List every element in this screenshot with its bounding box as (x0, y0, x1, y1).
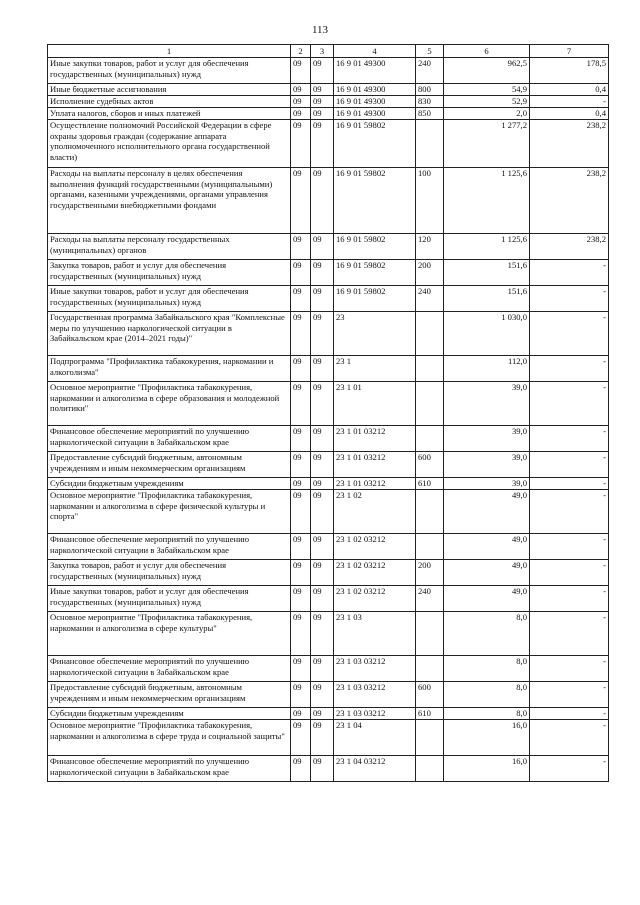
row-amount-cell: 962,5 (444, 58, 530, 84)
table-body (48, 58, 609, 782)
row-amount-cell: - (530, 426, 609, 452)
column-header: 5 (416, 45, 444, 58)
row-code-cell: 09 (291, 534, 311, 560)
row-type-code-cell (416, 120, 444, 168)
row-code-cell: 09 (311, 490, 334, 534)
row-type-code-cell: 200 (416, 560, 444, 586)
table-row (48, 234, 609, 260)
row-name-cell: Финансовое обеспечение мероприятий по улучшению наркологической ситуации в Забайкальском крае (48, 426, 291, 452)
row-name-cell: Иные закупки товаров, работ и услуг для обеспечения государственных (муниципальных) нужд (48, 586, 291, 612)
row-type-code-cell: 100 (416, 168, 444, 234)
row-target-code-cell: 16 9 01 49300 (334, 108, 416, 120)
row-amount-cell: 8,0 (444, 682, 530, 708)
row-amount-cell: 151,6 (444, 286, 530, 312)
row-name-cell: Основное мероприятие "Профилактика табакокурения, наркомании и алкоголизма в сфере физической культуры и спорта" (48, 490, 291, 534)
row-code-cell: 09 (311, 612, 334, 656)
row-type-code-cell: 200 (416, 260, 444, 286)
row-code-cell: 09 (291, 234, 311, 260)
row-code-cell: 09 (311, 260, 334, 286)
row-code-cell: 09 (291, 756, 311, 782)
row-amount-cell: 39,0 (444, 382, 530, 426)
row-name-cell: Исполнение судебных актов (48, 96, 291, 108)
row-amount-cell: 8,0 (444, 612, 530, 656)
page-number: 113 (311, 24, 329, 36)
row-name-cell: Иные закупки товаров, работ и услуг для обеспечения государственных (муниципальных) нужд (48, 58, 291, 84)
row-type-code-cell: 610 (416, 478, 444, 490)
row-amount-cell: 112,0 (444, 356, 530, 382)
row-amount-cell: 8,0 (444, 708, 530, 720)
row-target-code-cell: 23 1 01 03212 (334, 478, 416, 490)
row-code-cell: 09 (291, 356, 311, 382)
row-amount-cell: - (530, 756, 609, 782)
row-type-code-cell (416, 756, 444, 782)
row-code-cell: 09 (291, 656, 311, 682)
table-row (48, 58, 609, 84)
row-name-cell: Финансовое обеспечение мероприятий по улучшению наркологической ситуации в Забайкальском крае (48, 656, 291, 682)
row-amount-cell: 16,0 (444, 756, 530, 782)
row-code-cell: 09 (311, 560, 334, 586)
row-code-cell: 09 (311, 682, 334, 708)
table-row (48, 656, 609, 682)
row-target-code-cell: 16 9 01 59802 (334, 286, 416, 312)
row-amount-cell: - (530, 260, 609, 286)
row-name-cell: Осуществление полномочий Российской Федерации в сфере охраны здоровья граждан (содержание аппарата уполномоченного исполнительного органа государственной власти) (48, 120, 291, 168)
row-amount-cell: 49,0 (444, 586, 530, 612)
row-amount-cell: 1 030,0 (444, 312, 530, 356)
row-amount-cell: 1 125,6 (444, 234, 530, 260)
row-type-code-cell (416, 656, 444, 682)
row-amount-cell: 52,9 (444, 96, 530, 108)
row-code-cell: 09 (291, 168, 311, 234)
table-row (48, 478, 609, 490)
row-name-cell: Финансовое обеспечение мероприятий по улучшению наркологической ситуации в Забайкальском крае (48, 534, 291, 560)
row-type-code-cell (416, 356, 444, 382)
table-row (48, 168, 609, 234)
row-name-cell: Государственная программа Забайкальского края "Комплексные меры по улучшению наркологической ситуации в Забайкальском крае (2014–2021 годы)" (48, 312, 291, 356)
row-name-cell: Предоставление субсидий бюджетным, автономным учреждениям и иным некоммерческим организациям (48, 682, 291, 708)
row-type-code-cell: 600 (416, 682, 444, 708)
table-row (48, 490, 609, 534)
row-target-code-cell: 23 1 03 03212 (334, 682, 416, 708)
row-type-code-cell: 120 (416, 234, 444, 260)
row-amount-cell: - (530, 682, 609, 708)
table-row (48, 286, 609, 312)
row-target-code-cell: 16 9 01 59802 (334, 260, 416, 286)
row-type-code-cell (416, 612, 444, 656)
table-row (48, 612, 609, 656)
table-row (48, 586, 609, 612)
row-amount-cell: 238,2 (530, 168, 609, 234)
row-name-cell: Субсидии бюджетным учреждениям (48, 478, 291, 490)
row-target-code-cell: 23 1 03 03212 (334, 708, 416, 720)
row-code-cell: 09 (311, 234, 334, 260)
row-amount-cell: 49,0 (444, 490, 530, 534)
row-code-cell: 09 (291, 612, 311, 656)
row-code-cell: 09 (291, 84, 311, 96)
row-amount-cell: - (530, 286, 609, 312)
table-row (48, 382, 609, 426)
row-amount-cell: 16,0 (444, 720, 530, 756)
row-code-cell: 09 (291, 560, 311, 586)
row-type-code-cell (416, 534, 444, 560)
row-type-code-cell: 600 (416, 452, 444, 478)
table-row (48, 108, 609, 120)
row-amount-cell: 151,6 (444, 260, 530, 286)
column-header: 6 (444, 45, 530, 58)
row-target-code-cell: 23 1 03 03212 (334, 656, 416, 682)
row-code-cell: 09 (311, 84, 334, 96)
row-amount-cell: 0,4 (530, 108, 609, 120)
row-code-cell: 09 (291, 120, 311, 168)
row-target-code-cell: 16 9 01 59802 (334, 120, 416, 168)
row-target-code-cell: 23 1 01 03212 (334, 426, 416, 452)
row-code-cell: 09 (311, 478, 334, 490)
row-amount-cell: 39,0 (444, 426, 530, 452)
row-code-cell: 09 (291, 286, 311, 312)
row-amount-cell: 178,5 (530, 58, 609, 84)
row-amount-cell: - (530, 356, 609, 382)
row-name-cell: Основное мероприятие "Профилактика табакокурения, наркомании и алкоголизма в сфере культуры" (48, 612, 291, 656)
row-code-cell: 09 (311, 708, 334, 720)
row-code-cell: 09 (291, 312, 311, 356)
row-name-cell: Расходы на выплаты персоналу в целях обеспечения выполнения функций государственными (муниципальными) органами, казенными учреждениями, органами управления государственными внебюджетными фондами (48, 168, 291, 234)
table-row (48, 682, 609, 708)
row-code-cell: 09 (311, 534, 334, 560)
row-target-code-cell: 23 1 01 (334, 382, 416, 426)
row-amount-cell: 0,4 (530, 84, 609, 96)
row-name-cell: Закупка товаров, работ и услуг для обеспечения государственных (муниципальных) нужд (48, 260, 291, 286)
row-type-code-cell: 800 (416, 84, 444, 96)
row-name-cell: Основное мероприятие "Профилактика табакокурения, наркомании и алкоголизма в сфере образования и молодежной политики" (48, 382, 291, 426)
row-name-cell: Закупка товаров, работ и услуг для обеспечения государственных (муниципальных) нужд (48, 560, 291, 586)
row-amount-cell: 49,0 (444, 560, 530, 586)
table-row (48, 312, 609, 356)
row-name-cell: Расходы на выплаты персоналу государственных (муниципальных) органов (48, 234, 291, 260)
row-name-cell: Предоставление субсидий бюджетным, автономным учреждениям и иным некоммерческим организациям (48, 452, 291, 478)
row-amount-cell: 1 125,6 (444, 168, 530, 234)
row-amount-cell: - (530, 452, 609, 478)
row-amount-cell: 2,0 (444, 108, 530, 120)
row-amount-cell: - (530, 708, 609, 720)
row-code-cell: 09 (291, 720, 311, 756)
row-target-code-cell: 23 (334, 312, 416, 356)
row-code-cell: 09 (291, 708, 311, 720)
row-type-code-cell: 830 (416, 96, 444, 108)
row-code-cell: 09 (311, 656, 334, 682)
row-target-code-cell: 23 1 04 (334, 720, 416, 756)
row-type-code-cell (416, 382, 444, 426)
table-row (48, 96, 609, 108)
row-code-cell: 09 (311, 382, 334, 426)
table-row (48, 560, 609, 586)
row-amount-cell: 39,0 (444, 478, 530, 490)
column-header: 7 (530, 45, 609, 58)
row-type-code-cell: 240 (416, 586, 444, 612)
table-header-row (48, 45, 609, 58)
row-name-cell: Финансовое обеспечение мероприятий по улучшению наркологической ситуации в Забайкальском крае (48, 756, 291, 782)
table-row (48, 356, 609, 382)
column-header: 2 (291, 45, 311, 58)
row-target-code-cell: 23 1 04 03212 (334, 756, 416, 782)
row-code-cell: 09 (291, 426, 311, 452)
row-name-cell: Подпрограмма "Профилактика табакокурения, наркомании и алкоголизма" (48, 356, 291, 382)
row-code-cell: 09 (311, 720, 334, 756)
row-code-cell: 09 (291, 108, 311, 120)
row-amount-cell: 39,0 (444, 452, 530, 478)
row-name-cell: Иные закупки товаров, работ и услуг для обеспечения государственных (муниципальных) нужд (48, 286, 291, 312)
row-code-cell: 09 (311, 586, 334, 612)
row-code-cell: 09 (291, 452, 311, 478)
row-code-cell: 09 (311, 312, 334, 356)
column-header: 4 (334, 45, 416, 58)
row-code-cell: 09 (291, 96, 311, 108)
row-amount-cell: 54,9 (444, 84, 530, 96)
row-target-code-cell: 23 1 02 03212 (334, 586, 416, 612)
table-row (48, 426, 609, 452)
row-name-cell: Субсидии бюджетным учреждениям (48, 708, 291, 720)
row-code-cell: 09 (311, 96, 334, 108)
row-amount-cell: - (530, 490, 609, 534)
row-target-code-cell: 16 9 01 59802 (334, 234, 416, 260)
row-code-cell: 09 (311, 452, 334, 478)
table-row (48, 756, 609, 782)
row-code-cell: 09 (311, 756, 334, 782)
row-code-cell: 09 (311, 356, 334, 382)
budget-table (47, 44, 609, 782)
row-type-code-cell (416, 426, 444, 452)
row-type-code-cell: 240 (416, 58, 444, 84)
row-amount-cell: - (530, 612, 609, 656)
row-target-code-cell: 23 1 (334, 356, 416, 382)
row-amount-cell: - (530, 656, 609, 682)
table-row (48, 260, 609, 286)
row-target-code-cell: 23 1 03 (334, 612, 416, 656)
row-code-cell: 09 (311, 58, 334, 84)
row-code-cell: 09 (311, 168, 334, 234)
row-name-cell: Основное мероприятие "Профилактика табакокурения, наркомании и алкоголизма в сфере труда и социальной защиты" (48, 720, 291, 756)
row-code-cell: 09 (311, 120, 334, 168)
row-type-code-cell: 610 (416, 708, 444, 720)
table-row (48, 84, 609, 96)
row-code-cell: 09 (311, 426, 334, 452)
column-header: 1 (48, 45, 291, 58)
row-target-code-cell: 16 9 01 59802 (334, 168, 416, 234)
row-amount-cell: 1 277,2 (444, 120, 530, 168)
row-code-cell: 09 (291, 58, 311, 84)
row-type-code-cell: 850 (416, 108, 444, 120)
table-row (48, 452, 609, 478)
row-name-cell: Уплата налогов, сборов и иных платежей (48, 108, 291, 120)
row-target-code-cell: 23 1 01 03212 (334, 452, 416, 478)
row-type-code-cell (416, 720, 444, 756)
table-row (48, 708, 609, 720)
row-amount-cell: - (530, 534, 609, 560)
row-target-code-cell: 16 9 01 49300 (334, 58, 416, 84)
row-type-code-cell (416, 490, 444, 534)
row-amount-cell: - (530, 382, 609, 426)
row-code-cell: 09 (291, 260, 311, 286)
row-amount-cell: - (530, 96, 609, 108)
row-amount-cell: - (530, 478, 609, 490)
row-amount-cell: - (530, 720, 609, 756)
row-code-cell: 09 (291, 490, 311, 534)
row-type-code-cell (416, 312, 444, 356)
row-target-code-cell: 16 9 01 49300 (334, 96, 416, 108)
row-amount-cell: - (530, 312, 609, 356)
row-target-code-cell: 23 1 02 03212 (334, 534, 416, 560)
row-amount-cell: 238,2 (530, 120, 609, 168)
row-target-code-cell: 16 9 01 49300 (334, 84, 416, 96)
row-type-code-cell: 240 (416, 286, 444, 312)
row-code-cell: 09 (291, 682, 311, 708)
row-amount-cell: - (530, 586, 609, 612)
table-row (48, 534, 609, 560)
row-code-cell: 09 (311, 108, 334, 120)
column-header: 3 (311, 45, 334, 58)
row-code-cell: 09 (311, 286, 334, 312)
row-code-cell: 09 (291, 382, 311, 426)
row-code-cell: 09 (291, 586, 311, 612)
row-target-code-cell: 23 1 02 03212 (334, 560, 416, 586)
table-row (48, 120, 609, 168)
row-name-cell: Иные бюджетные ассигнования (48, 84, 291, 96)
row-amount-cell: 49,0 (444, 534, 530, 560)
table-row (48, 720, 609, 756)
row-amount-cell: 238,2 (530, 234, 609, 260)
row-code-cell: 09 (291, 478, 311, 490)
row-amount-cell: - (530, 560, 609, 586)
row-amount-cell: 8,0 (444, 656, 530, 682)
row-target-code-cell: 23 1 02 (334, 490, 416, 534)
